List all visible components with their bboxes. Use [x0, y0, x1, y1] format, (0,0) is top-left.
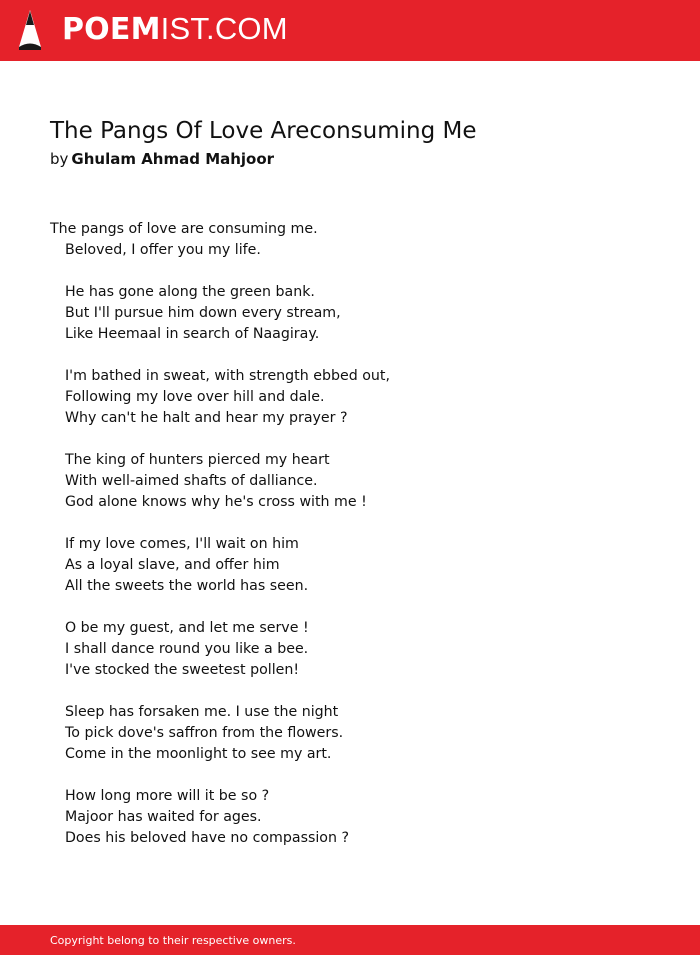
- poem-title: The Pangs Of Love Areconsuming Me: [50, 118, 477, 144]
- poem-line: How long more will it be so ?: [65, 788, 270, 804]
- poem-body: [50, 219, 390, 849]
- poem-line: I'm bathed in sweat, with strength ebbed out,: [65, 368, 390, 384]
- poem-line: I've stocked the sweetest pollen!: [65, 662, 300, 678]
- poem-line: With well-aimed shafts of dalliance.: [65, 473, 318, 489]
- stanza-break: [50, 681, 390, 702]
- poem-line: As a loyal slave, and offer him: [65, 557, 280, 573]
- poem-line: God alone knows why he's cross with me !: [65, 494, 367, 510]
- poem-line: If my love comes, I'll wait on him: [65, 536, 299, 552]
- author-name: Ghulam Ahmad Mahjoor: [71, 150, 275, 168]
- poem-line: All the sweets the world has seen.: [65, 578, 309, 594]
- stanza-break: [50, 345, 390, 366]
- poem-line: He has gone along the green bank.: [65, 284, 315, 300]
- copyright-notice: Copyright belong to their respective owners.: [50, 934, 296, 947]
- poem-line: Come in the moonlight to see my art.: [65, 746, 332, 762]
- poem-line: The pangs of love are consuming me.: [50, 221, 318, 237]
- stanza-break: [50, 765, 390, 786]
- poem-line: I shall dance round you like a bee.: [65, 641, 309, 657]
- poem-line: Beloved, I offer you my life.: [65, 242, 261, 258]
- poem-line: Why can't he halt and hear my prayer ?: [65, 410, 348, 426]
- site-footer: [0, 925, 700, 955]
- stanza-break: [50, 429, 390, 450]
- site-header: [0, 0, 700, 61]
- poem-line: To pick dove's saffron from the flowers.: [65, 725, 344, 741]
- poem-line: Does his beloved have no compassion ?: [65, 830, 350, 846]
- poem-line: But I'll pursue him down every stream,: [65, 305, 341, 321]
- poem-line: The king of hunters pierced my heart: [65, 452, 330, 468]
- pencil-tip-icon[interactable]: [18, 9, 42, 51]
- by-label: by: [50, 150, 69, 168]
- site-logo[interactable]: [62, 11, 288, 48]
- poem-line: Following my love over hill and dale.: [65, 389, 325, 405]
- stanza-break: [50, 513, 390, 534]
- byline: [50, 149, 274, 169]
- poem-line: Like Heemaal in search of Naagiray.: [65, 326, 320, 342]
- poem-line: Sleep has forsaken me. I use the night: [65, 704, 339, 720]
- poem-line: O be my guest, and let me serve !: [65, 620, 309, 636]
- poem-line: Majoor has waited for ages.: [65, 809, 262, 825]
- logo-text-bold: POEM: [62, 12, 161, 47]
- stanza-break: [50, 261, 390, 282]
- logo-text-light: IST.COM: [160, 11, 288, 46]
- stanza-break: [50, 597, 390, 618]
